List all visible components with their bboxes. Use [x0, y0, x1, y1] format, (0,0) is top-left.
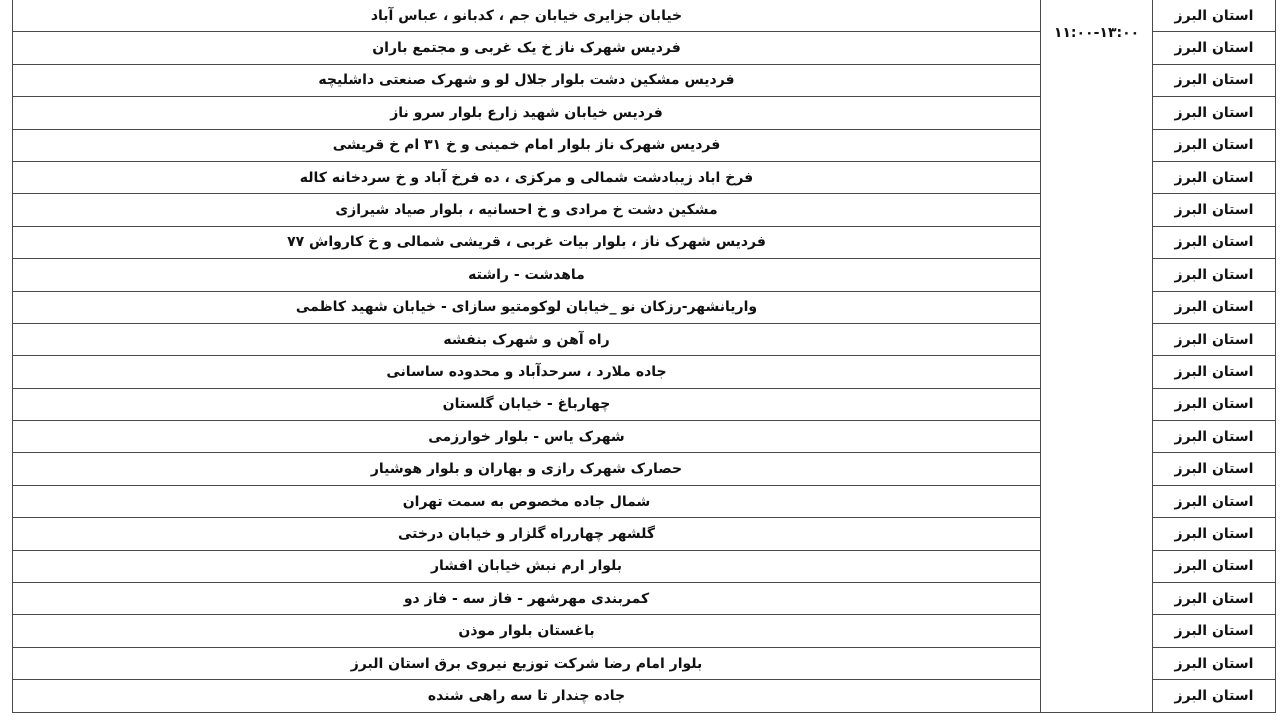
province-cell: استان البرز — [1153, 388, 1276, 420]
time-window-cell: ۱۱:۰۰-۱۳:۰۰ — [1041, 0, 1153, 712]
area-cell: فردیس مشکین دشت بلوار جلال لو و شهرک صنعتی داشلیچه — [13, 64, 1041, 96]
province-cell: استان البرز — [1153, 583, 1276, 615]
area-cell: کمربندی مهرشهر - فاز سه - فاز دو — [13, 583, 1041, 615]
area-cell: واریانشهر-رزکان نو _خیابان لوکومتیو سازای - خیابان شهید کاظمی — [13, 291, 1041, 323]
province-cell: استان البرز — [1153, 550, 1276, 582]
area-cell: فردیس شهرک ناز ، بلوار بیات غربی ، قریشی شمالی و خ کارواش ۷۷ — [13, 226, 1041, 258]
area-cell: ماهدشت - راشته — [13, 259, 1041, 291]
province-cell: استان البرز — [1153, 680, 1276, 712]
area-cell: فردیس شهرک ناز بلوار امام خمینی و خ ۳۱ ام خ قریشی — [13, 129, 1041, 161]
area-cell: شهرک یاس - بلوار خوارزمی — [13, 421, 1041, 453]
outage-schedule-sheet — [12, 0, 1275, 718]
table-row — [13, 0, 1276, 32]
area-cell: فرخ اباد زیبادشت شمالی و مرکزی ، ده فرخ آباد و خ سردخانه کاله — [13, 161, 1041, 193]
area-cell: گلشهر چهارراه گلزار و خیابان درختی — [13, 518, 1041, 550]
province-cell: استان البرز — [1153, 421, 1276, 453]
province-cell: استان البرز — [1153, 647, 1276, 679]
area-cell: شمال جاده مخصوص به سمت تهران — [13, 485, 1041, 517]
province-cell: استان البرز — [1153, 32, 1276, 64]
province-cell: استان البرز — [1153, 97, 1276, 129]
province-cell: استان البرز — [1153, 161, 1276, 193]
outage-schedule-table — [12, 0, 1276, 713]
area-cell: خیابان جزایری خیابان جم ، کدبانو ، عباس آباد — [13, 0, 1041, 32]
area-cell: بلوار ارم نبش خیابان افشار — [13, 550, 1041, 582]
province-cell: استان البرز — [1153, 194, 1276, 226]
province-cell: استان البرز — [1153, 64, 1276, 96]
province-cell: استان البرز — [1153, 129, 1276, 161]
province-cell: استان البرز — [1153, 615, 1276, 647]
area-cell: چهارباغ - خیابان گلستان — [13, 388, 1041, 420]
area-cell: جاده ملارد ، سرحدآباد و محدوده ساسانی — [13, 356, 1041, 388]
province-cell: استان البرز — [1153, 518, 1276, 550]
area-cell: فردیس خیابان شهید زارع بلوار سرو ناز — [13, 97, 1041, 129]
area-cell: فردیس شهرک ناز خ یک غربی و مجتمع باران — [13, 32, 1041, 64]
province-cell: استان البرز — [1153, 323, 1276, 355]
province-cell: استان البرز — [1153, 291, 1276, 323]
area-cell: حصارک شهرک رازی و بهاران و بلوار هوشیار — [13, 453, 1041, 485]
province-cell: استان البرز — [1153, 485, 1276, 517]
area-cell: جاده چندار تا سه راهی شنده — [13, 680, 1041, 712]
area-cell: مشکین دشت خ مرادی و خ احسانیه ، بلوار صیاد شیرازی — [13, 194, 1041, 226]
area-cell: باغستان بلوار موذن — [13, 615, 1041, 647]
province-cell: استان البرز — [1153, 453, 1276, 485]
province-cell: استان البرز — [1153, 356, 1276, 388]
province-cell: استان البرز — [1153, 259, 1276, 291]
area-cell: راه آهن و شهرک بنفشه — [13, 323, 1041, 355]
province-cell: استان البرز — [1153, 0, 1276, 32]
province-cell: استان البرز — [1153, 226, 1276, 258]
area-cell: بلوار امام رضا شرکت توزیع نیروی برق استان البرز — [13, 647, 1041, 679]
table-body — [13, 0, 1276, 712]
